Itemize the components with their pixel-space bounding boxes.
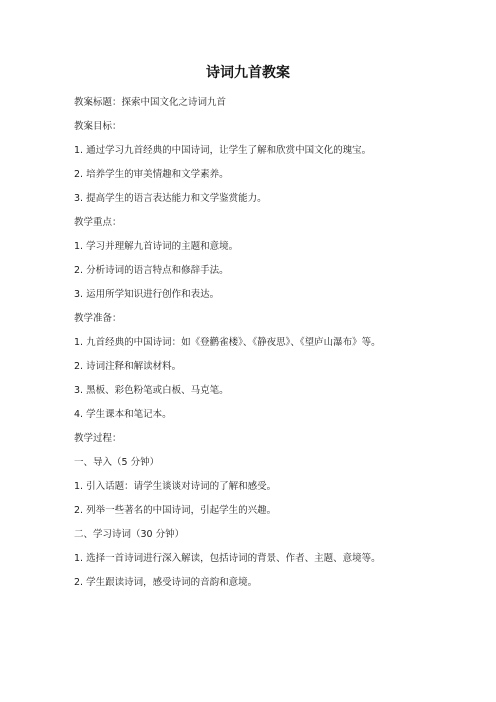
- study-item-1: 1. 选择一首诗词进行深入解读，包括诗词的背景、作者、主题、意境等。: [74, 553, 381, 564]
- process-heading: 教学过程：: [74, 433, 122, 444]
- goal-item-2: 2. 培养学生的审美情趣和文学素养。: [74, 169, 229, 180]
- goal-item-1: 1. 通过学习九首经典的中国诗词，让学生了解和欣赏中国文化的瑰宝。: [74, 145, 372, 156]
- focus-heading: 教学重点：: [74, 217, 122, 228]
- study-item-2: 2. 学生跟读诗词，感受诗词的音韵和意境。: [74, 577, 258, 588]
- lesson-title-line: 教案标题：探索中国文化之诗词九首: [74, 97, 227, 108]
- focus-item-3: 3. 运用所学知识进行创作和表达。: [74, 289, 220, 300]
- prep-item-1: 1. 九首经典的中国诗词：如《登鹳雀楼》、《静夜思》、《望庐山瀑布》等。: [74, 337, 381, 348]
- intro-item-1: 1. 引入话题：请学生谈谈对诗词的了解和感受。: [74, 481, 277, 492]
- prep-item-3: 3. 黑板、彩色粉笔或白板、马克笔。: [74, 385, 229, 396]
- prep-item-2: 2. 诗词注释和解读材料。: [74, 361, 182, 372]
- prep-item-4: 4. 学生课本和笔记本。: [74, 409, 172, 420]
- document-body: [74, 96, 422, 590]
- document-title: 诗词九首教案: [206, 65, 290, 81]
- focus-item-1: 1. 学习并理解九首诗词的主题和意境。: [74, 241, 239, 252]
- goal-item-3: 3. 提高学生的语言表达能力和文学鉴赏能力。: [74, 193, 267, 204]
- section-study-heading: 二、学习诗词（30 分钟）: [74, 529, 185, 540]
- goals-heading: 教案目标：: [74, 121, 122, 132]
- prep-heading: 教学准备：: [74, 313, 122, 324]
- section-intro-heading: 一、导入（5 分钟）: [74, 457, 160, 468]
- intro-item-2: 2. 列举一些著名的中国诗词，引起学生的兴趣。: [74, 505, 277, 516]
- focus-item-2: 2. 分析诗词的语言特点和修辞手法。: [74, 265, 229, 276]
